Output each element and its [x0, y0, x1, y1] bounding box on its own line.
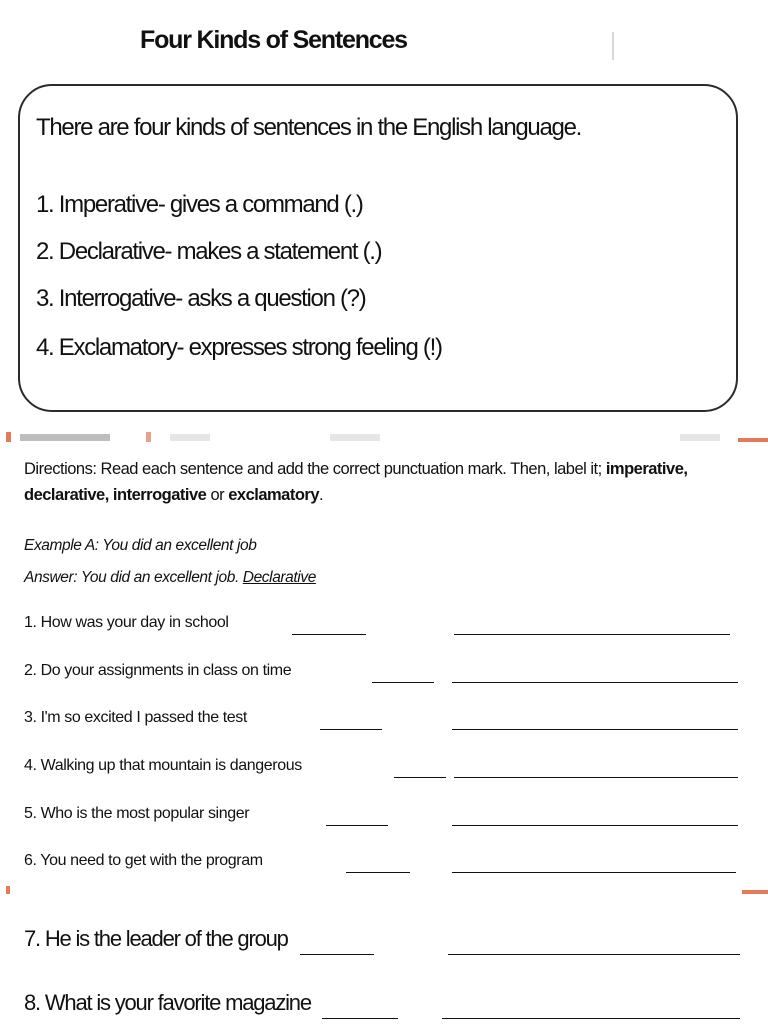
question-text: 1. How was your day in school: [24, 614, 229, 631]
question-row: [24, 805, 744, 831]
example-answer-label: Declarative: [242, 569, 316, 586]
scan-mark: [742, 890, 768, 894]
question-row: [24, 709, 744, 735]
label-answer-line[interactable]: [452, 872, 736, 873]
directions: [24, 456, 754, 508]
punctuation-blank[interactable]: [372, 682, 434, 683]
scan-mark: [612, 32, 614, 60]
punctuation-blank[interactable]: [394, 777, 446, 778]
rule-exclamatory: 4. Exclamatory- expresses strong feeling (!): [36, 334, 442, 361]
directions-end: .: [319, 486, 324, 504]
question-text: 3. I'm so excited I passed the test: [24, 709, 247, 726]
punctuation-blank[interactable]: [300, 954, 374, 955]
label-answer-line[interactable]: [452, 729, 738, 730]
scan-artifact-line: [0, 430, 768, 444]
rule-declarative: 2. Declarative- makes a statement (.): [36, 238, 382, 265]
page-title: Four Kinds of Sentences: [140, 26, 407, 54]
type-interrogative: interrogative: [112, 486, 207, 504]
label-answer-line[interactable]: [448, 954, 740, 955]
punctuation-blank[interactable]: [292, 634, 366, 635]
question-row: [24, 852, 744, 878]
label-answer-line[interactable]: [442, 1018, 740, 1019]
label-answer-line[interactable]: [452, 825, 738, 826]
question-row: [24, 757, 744, 783]
question-text: 5. Who is the most popular singer: [24, 805, 250, 822]
label-answer-line[interactable]: [454, 634, 730, 635]
label-answer-line[interactable]: [452, 682, 738, 683]
directions-connector: or: [210, 486, 225, 504]
example-answer-text: Answer: You did an excellent job.: [24, 569, 239, 586]
question-text: 2. Do your assignments in class on time: [24, 662, 292, 679]
question-row: [24, 926, 744, 952]
rule-interrogative: 3. Interrogative- asks a question (?): [36, 285, 366, 312]
type-imperative: imperative,: [605, 460, 688, 478]
question-row: [24, 662, 744, 688]
label-answer-line[interactable]: [454, 777, 738, 778]
scan-mark: [6, 886, 10, 894]
question-text: 6. You need to get with the program: [24, 852, 263, 869]
question-text: 8. What is your favorite magazine: [24, 990, 311, 1015]
punctuation-blank[interactable]: [326, 825, 388, 826]
punctuation-blank[interactable]: [320, 729, 382, 730]
question-text: 7. He is the leader of the group: [24, 926, 288, 951]
question-row: [24, 614, 744, 640]
example-answer: [24, 569, 316, 587]
question-row: [24, 990, 744, 1016]
question-text: 4. Walking up that mountain is dangerous: [24, 757, 302, 774]
directions-text: Directions: Read each sentence and add the correct punctuation mark. Then, label it;: [24, 460, 602, 478]
rules-intro: There are four kinds of sentences in the English language.: [36, 114, 581, 141]
punctuation-blank[interactable]: [322, 1018, 398, 1019]
type-exclamatory: exclamatory: [228, 486, 320, 504]
rule-imperative: 1. Imperative- gives a command (.): [36, 191, 363, 218]
punctuation-blank[interactable]: [346, 872, 410, 873]
example-sentence: Example A: You did an excellent job: [24, 537, 257, 554]
type-declarative: declarative,: [24, 486, 109, 504]
